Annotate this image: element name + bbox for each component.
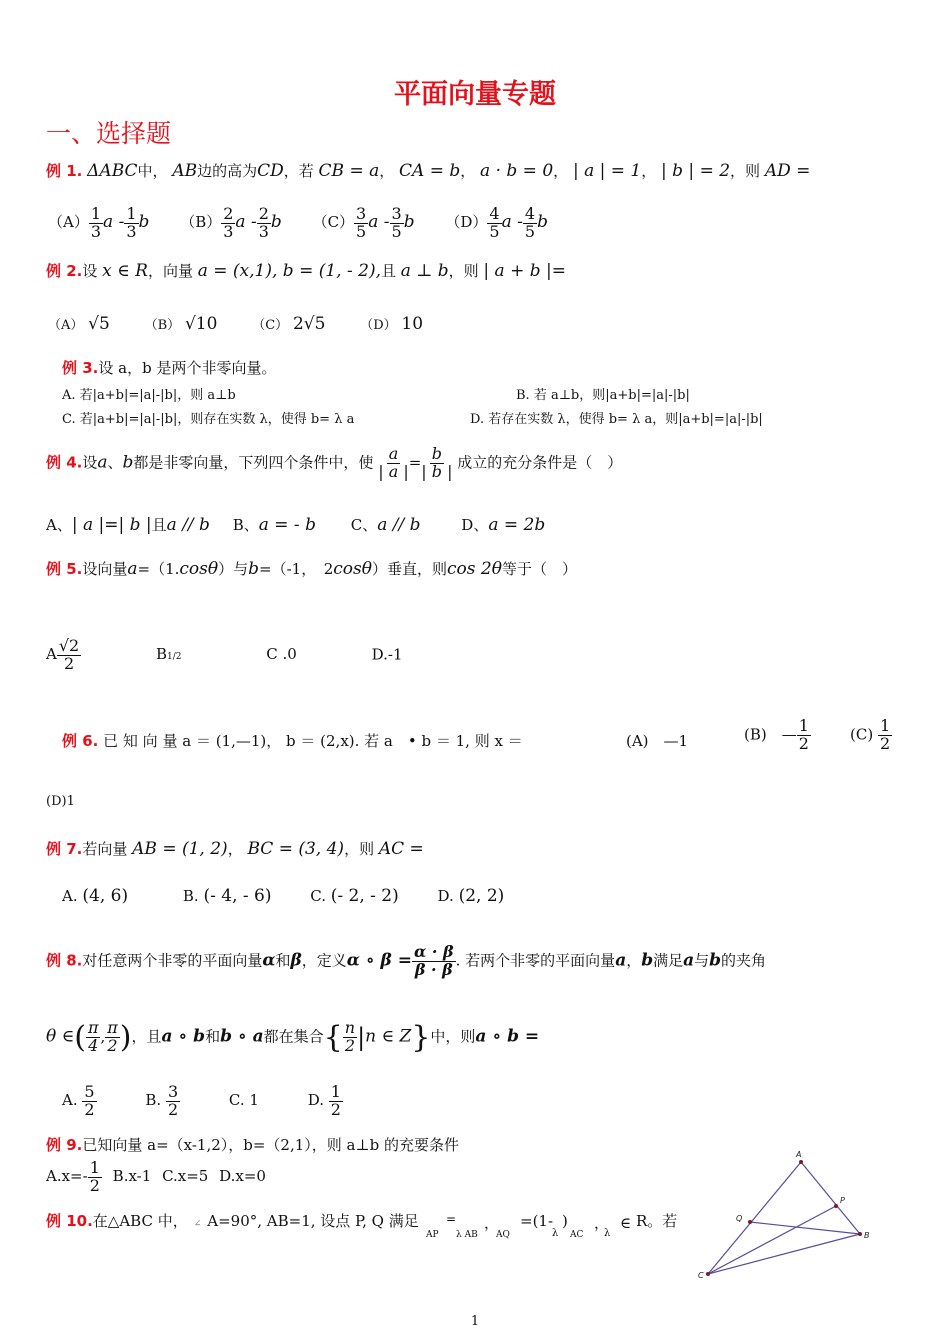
question-9: [46, 1134, 459, 1155]
q8-b: b: [709, 950, 722, 971]
q4-label: 例 4.: [46, 453, 83, 472]
q4-text: 都是非零向量，下列四个条件中，使: [133, 453, 374, 472]
label-b: B: [864, 1231, 870, 1240]
q8-option-a: A. $\frac{5}{2}$: [62, 1082, 95, 1119]
q10-lambda2: λ: [604, 1228, 611, 1239]
q5-a: a: [127, 559, 138, 579]
q10-aq: AQ: [496, 1230, 510, 1240]
q10-label: 例 10.: [46, 1212, 93, 1230]
q8-text: 满足: [653, 951, 684, 970]
q4-frac-a: $\frac{a}{| a |}$: [378, 444, 409, 481]
q9-stem: 已知向量 a=（x-1,2），b=（2,1），则 a⊥b 的充要条件: [82, 1136, 459, 1154]
q5-text: =（-1， 2: [259, 560, 334, 578]
q5-cos2: cos 2θ: [447, 559, 502, 579]
q8-alpha: α: [262, 950, 276, 971]
q9-option-d: D.x=0: [219, 1167, 266, 1186]
q10-text: 在△ABC 中，: [92, 1212, 188, 1230]
q2-text: 且: [381, 262, 397, 280]
q1-text: 边的高为: [197, 162, 258, 180]
q2-perp: a ⊥ b: [400, 261, 449, 281]
q1-text: ，: [553, 162, 569, 180]
q4-options: [46, 514, 545, 535]
label-c: C: [698, 1271, 704, 1280]
q4-option-b: B、a = - b: [232, 515, 316, 535]
q10-close: ): [562, 1212, 568, 1230]
q8-text: 和: [275, 951, 291, 970]
q6-option-c: (C) $\frac{1}{2}$: [850, 716, 891, 753]
q10-comma2: ，: [594, 1214, 610, 1232]
q5-label: 例 5.: [46, 560, 83, 578]
q5-b: b: [248, 559, 260, 579]
q8-options: [62, 1084, 343, 1119]
q5-text: 等于（ ）: [501, 560, 577, 578]
q8-text: 的夹角: [721, 951, 767, 970]
q8-text: ，: [626, 951, 642, 970]
q1-text: ，: [379, 162, 395, 180]
q4-option-c: C、a // b: [350, 515, 421, 535]
q1-option-b: （B） $\frac{2}{3}$ a - $\frac{2}{3}$ b: [180, 204, 282, 241]
q1-ab: AB: [172, 161, 198, 181]
q7-bc: BC = (3, 4): [247, 839, 345, 859]
q1-triangle: ΔABC: [87, 161, 138, 181]
q10-lab: λ AB: [456, 1230, 478, 1240]
q8-text: 和: [205, 1027, 221, 1046]
q5-option-d: D.-1: [371, 645, 403, 664]
q1-option-a: （A） $\frac{1}{3}$ a - $\frac{1}{3}$ b: [48, 204, 150, 241]
q4-a: a: [97, 452, 108, 473]
q9-options: [46, 1160, 266, 1195]
q2-norm: | a + b |=: [483, 261, 566, 281]
q7-ab: AB = (1, 2): [132, 839, 228, 859]
q8-boa: b ∘ a: [220, 1026, 264, 1047]
q5-text: ）垂直，则: [371, 560, 447, 578]
q7-text: ，: [227, 840, 243, 858]
q10-comma: ，: [484, 1214, 500, 1232]
q8-label: 例 8.: [46, 951, 83, 970]
q8-def: α ∘ β =: [346, 950, 412, 971]
q2-vectors: a = (x,1), b = (1, - 2),: [197, 261, 381, 281]
q2-label: 例 2.: [46, 262, 83, 280]
q1-norm-a: | a | = 1: [572, 161, 642, 181]
q2-option-d: （D） 10: [360, 314, 424, 334]
q2-text: 设: [82, 262, 98, 280]
q8-text: 都在集合: [263, 1027, 324, 1046]
q8-aob: a ∘ b: [161, 1026, 206, 1047]
q5-option-b: B1/2: [156, 645, 182, 664]
q9-label: 例 9.: [46, 1136, 83, 1154]
q8-option-c: C. 1: [228, 1091, 259, 1110]
question-2: [46, 260, 566, 281]
edge-ab: [801, 1162, 860, 1234]
q1-text: ，若: [283, 162, 314, 180]
q8-beta: β: [290, 950, 302, 971]
q2-option-b: （B） √10: [144, 314, 218, 334]
q1-label: 例 1.: [46, 162, 83, 180]
q8-a: a: [683, 950, 695, 971]
q1-option-d: （D） $\frac{4}{5}$ a - $\frac{4}{5}$ b: [445, 204, 548, 241]
q10-ap: AP: [426, 1230, 439, 1240]
q3-option-d: D. 若存在实数 λ，使得 b= λ a，则|a+b|=|a|-|b|: [470, 412, 763, 427]
q7-option-d: D. (2, 2): [437, 886, 505, 906]
question-8: [46, 944, 766, 979]
question-5: [46, 558, 577, 579]
q9-option-c: C.x=5: [162, 1167, 209, 1186]
q1-option-c: （C） $\frac{3}{5}$ a - $\frac{3}{5}$ b: [312, 204, 415, 241]
q2-x: x ∈ R: [102, 261, 148, 281]
q10-eq1: =: [446, 1212, 457, 1226]
q4-option-a: A、| a |=| b |且a // b: [46, 515, 210, 535]
q3-label: 例 3.: [62, 359, 99, 377]
q4-frac-b: $\frac{b}{| b |}$: [421, 444, 453, 481]
triangle-figure: [690, 1148, 890, 1284]
q10-text: A=90°, AB=1, 设点 P, Q 满足: [207, 1212, 419, 1230]
label-a: A: [796, 1150, 802, 1159]
q8-text: 中，则: [430, 1027, 476, 1046]
q4-eq: =: [408, 453, 422, 472]
q4-option-d: D、a = 2b: [461, 515, 546, 535]
q8-option-d: D. $\frac{1}{2}$: [307, 1082, 341, 1119]
q6-option-d: (D)1: [46, 794, 75, 809]
question-7: [46, 838, 424, 859]
q3-option-b: B. 若 a⊥b，则|a+b|=|a|-|b|: [516, 388, 690, 403]
q5-option-c: C .0: [266, 645, 297, 664]
q4-text: 成立的充分条件是（ ）: [457, 453, 623, 472]
q2-text: ，向量: [147, 262, 193, 280]
question-1: [46, 160, 810, 181]
q1-ca: CA = b: [399, 161, 461, 181]
edge-ac: [708, 1162, 801, 1274]
q8-text: . 若两个非零的平面向量: [455, 951, 616, 970]
q2-options: [48, 314, 423, 334]
point-p: [834, 1204, 838, 1208]
q1-dot: a · b = 0: [480, 161, 554, 181]
q5-cos: cosθ: [333, 559, 372, 579]
q7-text: ，则: [344, 840, 375, 858]
question-6: [62, 730, 523, 751]
q10-in: ∈: [620, 1214, 632, 1232]
q1-cb: CB = a: [318, 161, 380, 181]
q3-option-c: C. 若|a+b|=|a|-|b|，则存在实数 λ，使得 b= λ a: [62, 412, 355, 427]
q10-ac: AC: [570, 1230, 584, 1240]
angle-icon: ∠: [193, 1219, 202, 1229]
q9-option-a: A.x=- $\frac{1}{2}$: [46, 1158, 100, 1195]
q8-condition: θ ∈( $\frac{\pi}{4}$ , $\frac{\pi}{2}$ )，且a ∘ b和b ∘ a都在集合{ $\frac{n}{2}$ |n ∈ Z}中，则a ∘ b =: [46, 1018, 540, 1055]
q7-option-c: C. (- 2, - 2): [310, 886, 399, 906]
q6-label: 例 6.: [62, 732, 99, 750]
q10-text-end: R。若: [636, 1212, 678, 1230]
page-number: 1: [470, 1314, 480, 1329]
q8-b: b: [641, 950, 654, 971]
q10-lambda: λ: [552, 1228, 559, 1239]
q1-text: ，: [641, 162, 657, 180]
q1-norm-b: | b | = 2: [661, 161, 731, 181]
question-3: [62, 357, 276, 378]
segment-bq: [750, 1222, 860, 1234]
q7-label: 例 7.: [46, 840, 83, 858]
q7-text: 若向量: [82, 840, 128, 858]
q1-text: 中，: [137, 162, 168, 180]
q5-text: =（1.: [137, 560, 180, 578]
q8-set-cond: n ∈ Z: [365, 1026, 412, 1047]
q10-eq2: =(1-: [520, 1212, 554, 1230]
q4-b: b: [122, 452, 134, 473]
q1-ad: AD =: [764, 161, 811, 181]
q4-text: 设: [82, 453, 98, 472]
q7-options: [62, 886, 504, 906]
label-q: Q: [736, 1214, 743, 1223]
q8-a: a: [615, 950, 627, 971]
q6-option-a: (A) —1: [626, 732, 689, 750]
q6-stem: 已 知 向 量 a ＝ (1,—1)， b ＝ (2,x). 若 a • b ＝ 1, 则 x ＝: [103, 732, 523, 750]
point-a: [799, 1160, 803, 1164]
question-10: [46, 1210, 419, 1231]
q8-option-b: B. $\frac{3}{2}$: [145, 1082, 179, 1119]
q1-cd: CD: [257, 161, 284, 181]
question-4: [46, 446, 622, 481]
q1-text: ，: [460, 162, 476, 180]
q4-text: 、: [107, 453, 123, 472]
q8-text: 与: [694, 951, 710, 970]
label-p: P: [840, 1196, 845, 1205]
q6-option-b: (B) — $\frac{1}{2}$: [744, 716, 809, 753]
q8-text: ，定义: [301, 951, 347, 970]
q8-aob: a ∘ b =: [475, 1026, 540, 1047]
q8-theta: θ ∈: [46, 1026, 75, 1047]
point-b: [858, 1232, 862, 1236]
point-c: [706, 1272, 710, 1276]
q5-options: [46, 638, 403, 673]
page-title: 平面向量专题: [394, 79, 556, 110]
q7-ac: AC =: [378, 839, 424, 859]
q8-text: 对任意两个非零的平面向量: [82, 951, 263, 970]
point-q: [748, 1220, 752, 1224]
section-heading: 一、选择题: [46, 119, 172, 148]
q7-option-b: B. (- 4, - 6): [182, 886, 272, 906]
q1-options: [48, 206, 548, 241]
q5-cos: cosθ: [179, 559, 219, 579]
q3-option-a: A. 若|a+b|=|a|-|b|，则 a⊥b: [62, 388, 236, 403]
q5-text: ）与: [218, 560, 249, 578]
q2-option-c: （C） 2√5: [252, 314, 326, 334]
segment-cp: [708, 1206, 836, 1274]
q7-option-a: A. (4, 6): [62, 886, 129, 906]
q3-stem: 设 a，b 是两个非零向量。: [98, 359, 277, 377]
q8-text: ，且: [131, 1027, 162, 1046]
edge-cb: [708, 1234, 860, 1274]
q9-option-b: B.x-1: [112, 1167, 152, 1186]
q5-text: 设向量: [82, 560, 128, 578]
q2-text: ，则: [448, 262, 479, 280]
q2-option-a: （A） √5: [48, 314, 110, 334]
q1-text: ，则: [730, 162, 761, 180]
q8-def-frac: $\frac{\alpha \cdot \beta}{\beta \cdot \beta}$: [413, 942, 454, 979]
q5-option-a: A $\frac{√2}{2}$: [46, 636, 80, 673]
